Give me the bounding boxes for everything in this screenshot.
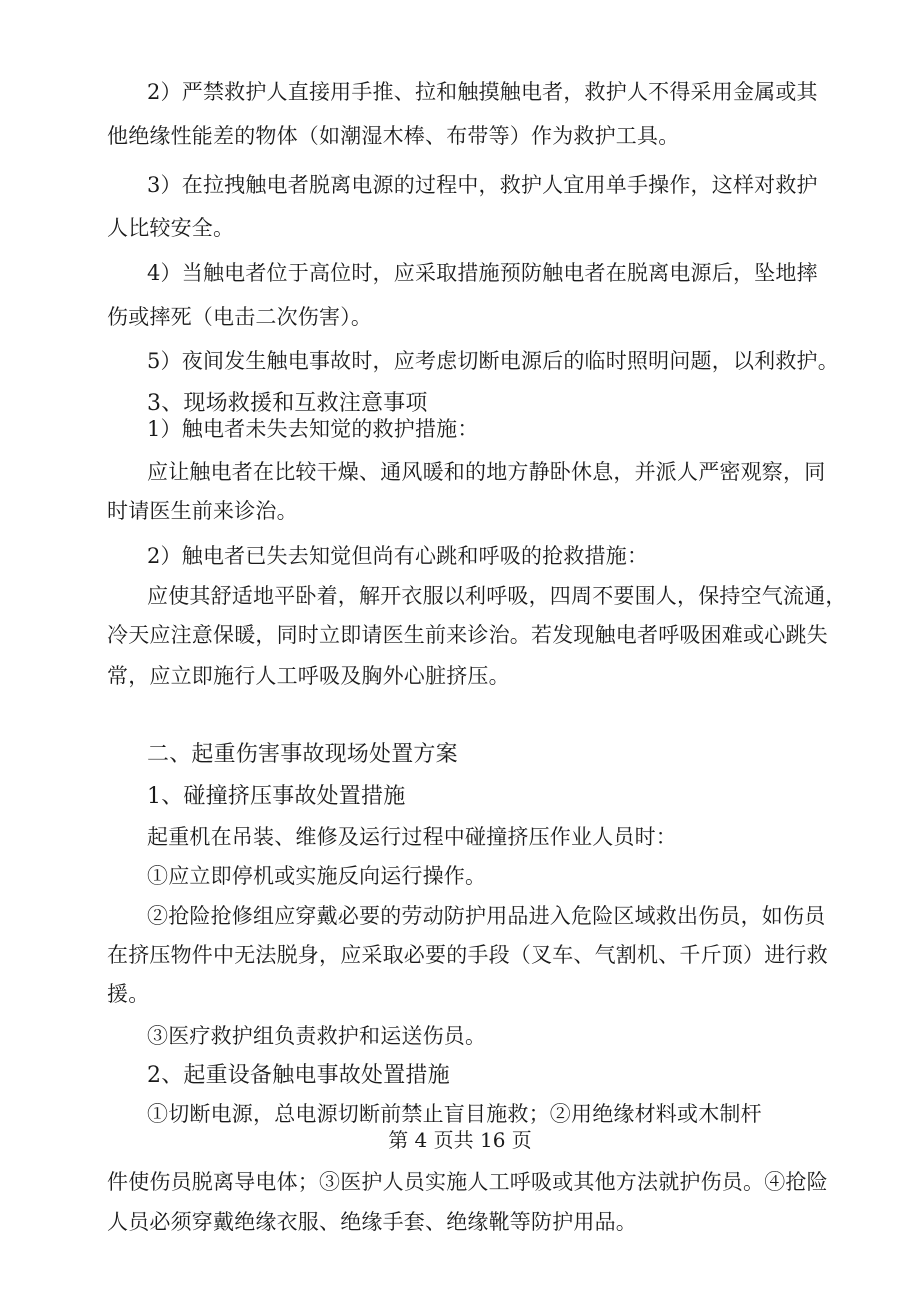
paragraph-line: 伤或摔死（电击二次伤害）。 [107,305,373,329]
paragraph-line: 5）夜间发生触电事故时，应考虑切断电源后的临时照明问题，以利救护。 [147,349,839,373]
section-heading: 3、现场救援和互救注意事项 [147,391,428,416]
section-heading: 二、起重伤害事故现场处置方案 [147,742,458,767]
paragraph-line: 应使其舒适地平卧着，解开衣服以利呼吸，四周不要围人，保持空气流通， [147,584,847,608]
paragraph-line: ②抢险抢修组应穿戴必要的劳动防护用品进入危险区域救出伤员，如伤员 [147,904,826,928]
subsection-heading: 2、起重设备触电事故处置措施 [147,1063,450,1088]
paragraph-line: 件使伤员脱离导电体；③医护人员实施人工呼吸或其他方法就护伤员。④抢险 [107,1170,828,1194]
paragraph-line: 他绝缘性能差的物体（如潮湿木棒、布带等）作为救护工具。 [107,124,680,148]
paragraph-line: 常，应立即施行人工呼吸及胸外心脏挤压。 [107,664,510,688]
paragraph-line: ①应立即停机或实施反向运行操作。 [147,864,487,888]
paragraph-line: ③医疗救护组负责救护和运送伤员。 [147,1024,487,1048]
paragraph-line: 1）触电者未失去知觉的救护措施： [147,417,479,441]
subsection-heading: 1、碰撞挤压事故处置措施 [147,784,406,809]
paragraph-line: 起重机在吊装、维修及运行过程中碰撞挤压作业人员时： [147,825,677,849]
paragraph-line: ①切断电源，总电源切断前禁止盲目施救；②用绝缘材料或木制杆 [147,1102,762,1126]
page-number-footer: 第 4 页共 16 页 [388,1128,532,1152]
paragraph-line: 3）在拉拽触电者脱离电源的过程中，救护人宜用单手操作，这样对救护 [147,173,818,197]
paragraph-line: 4）当触电者位于高位时，应采取措施预防触电者在脱离电源后，坠地摔 [147,261,818,285]
paragraph-line: 在挤压物件中无法脱身，应采取必要的手段（叉车、气割机、千斤顶）进行救 [107,943,828,967]
paragraph-line: 时请医生前来诊治。 [107,499,298,523]
paragraph-line: 应让触电者在比较干燥、通风暖和的地方静卧休息，并派人严密观察，同 [147,460,826,484]
paragraph-line: 人比较安全。 [107,216,235,240]
paragraph-line: 2）严禁救护人直接用手推、拉和触摸触电者，救护人不得采用金属或其 [147,80,818,104]
paragraph-line: 人员必须穿戴绝缘衣服、绝缘手套、绝缘靴等防护用品。 [107,1210,637,1234]
paragraph-line: 冷天应注意保暖，同时立即请医生前来诊治。若发现触电者呼吸困难或心跳失 [107,623,828,647]
paragraph-line: 援。 [107,982,150,1006]
paragraph-line: 2）触电者已失去知觉但尚有心跳和呼吸的抢救措施： [147,544,649,568]
